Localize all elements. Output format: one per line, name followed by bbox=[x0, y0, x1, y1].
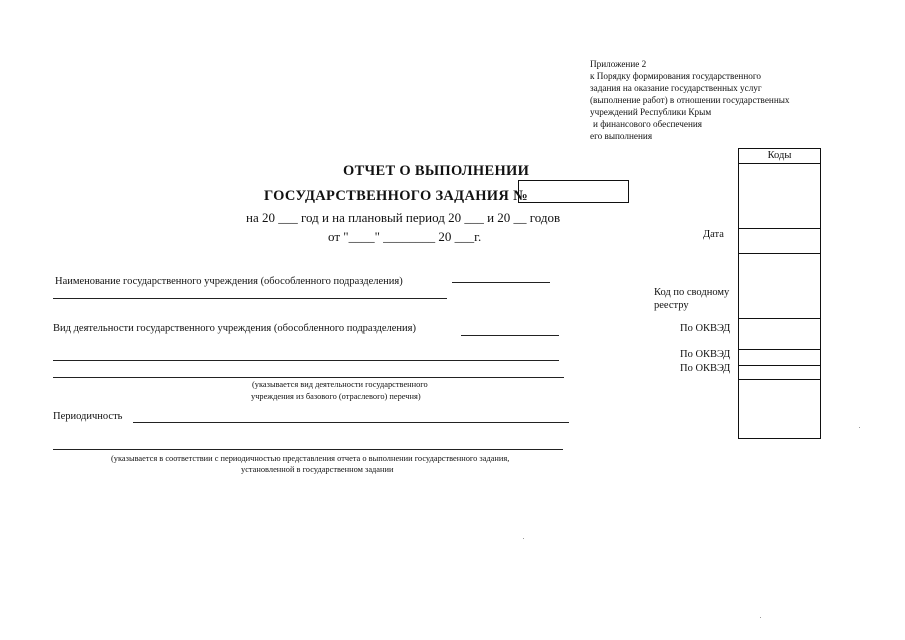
appendix-note bbox=[590, 58, 790, 142]
appendix-line: (выполнение работ) в отношении государственных bbox=[590, 95, 790, 105]
year-period-line: на 20 ___ год и на плановый период 20 ___ и 20 __ годов bbox=[246, 210, 561, 225]
scan-speck bbox=[760, 617, 761, 618]
codes-row-divider bbox=[739, 318, 820, 319]
periodicity-label: Периодичность bbox=[53, 411, 123, 422]
periodicity-note: (указывается в соответствии с периодичностью представления отчета о выполнении государственного задания, bbox=[111, 454, 510, 463]
codes-row-divider bbox=[739, 349, 820, 350]
okved-label: По ОКВЭД bbox=[680, 349, 731, 360]
assignment-number-field[interactable] bbox=[518, 180, 629, 203]
appendix-line: и финансового обеспечения bbox=[593, 119, 703, 129]
periodicity-note: установленной в государственном задании bbox=[241, 465, 394, 474]
appendix-line: к Порядку формирования государственного bbox=[590, 71, 761, 81]
appendix-line: учреждений Республики Крым bbox=[590, 107, 712, 117]
registry-code-label: Код по сводному bbox=[654, 287, 730, 298]
periodicity-input-line-2[interactable] bbox=[53, 449, 563, 450]
codes-row-divider bbox=[739, 253, 820, 254]
activity-note: учреждения из базового (отраслевого) перечня) bbox=[251, 392, 421, 401]
okved-label: По ОКВЭД bbox=[680, 323, 731, 334]
activity-note: (указывается вид деятельности государственного bbox=[252, 380, 428, 389]
report-subtitle: ГОСУДАРСТВЕННОГО ЗАДАНИЯ № bbox=[264, 188, 528, 204]
appendix-line: Приложение 2 bbox=[590, 59, 647, 69]
codes-row-divider bbox=[739, 365, 820, 366]
activity-input-line-3[interactable] bbox=[53, 377, 564, 378]
periodicity-input-line[interactable] bbox=[133, 422, 569, 423]
scan-speck bbox=[523, 538, 524, 539]
codes-row-divider bbox=[739, 228, 820, 229]
institution-name-input-line-2[interactable] bbox=[53, 298, 447, 299]
activity-type-label: Вид деятельности государственного учреждения (обособленного подразделения) bbox=[53, 323, 416, 334]
report-title: ОТЧЕТ О ВЫПОЛНЕНИИ bbox=[343, 163, 530, 179]
appendix-line: его выполнения bbox=[590, 131, 653, 141]
registry-code-label: реестру bbox=[654, 300, 689, 311]
report-date-line: от "____" ________ 20 ___г. bbox=[328, 229, 482, 244]
scan-speck bbox=[859, 427, 860, 428]
codes-header: Коды bbox=[739, 149, 820, 164]
activity-input-line-2[interactable] bbox=[53, 360, 559, 361]
activity-input-line[interactable] bbox=[461, 335, 559, 336]
appendix-line: задания на оказание государственных услуг bbox=[590, 83, 762, 93]
date-label: Дата bbox=[703, 229, 724, 240]
institution-name-input-line[interactable] bbox=[452, 282, 550, 283]
codes-row-divider bbox=[739, 379, 820, 380]
institution-name-label: Наименование государственного учреждения (обособленного подразделения) bbox=[55, 276, 403, 287]
codes-table bbox=[738, 148, 821, 439]
okved-label: По ОКВЭД bbox=[680, 363, 731, 374]
